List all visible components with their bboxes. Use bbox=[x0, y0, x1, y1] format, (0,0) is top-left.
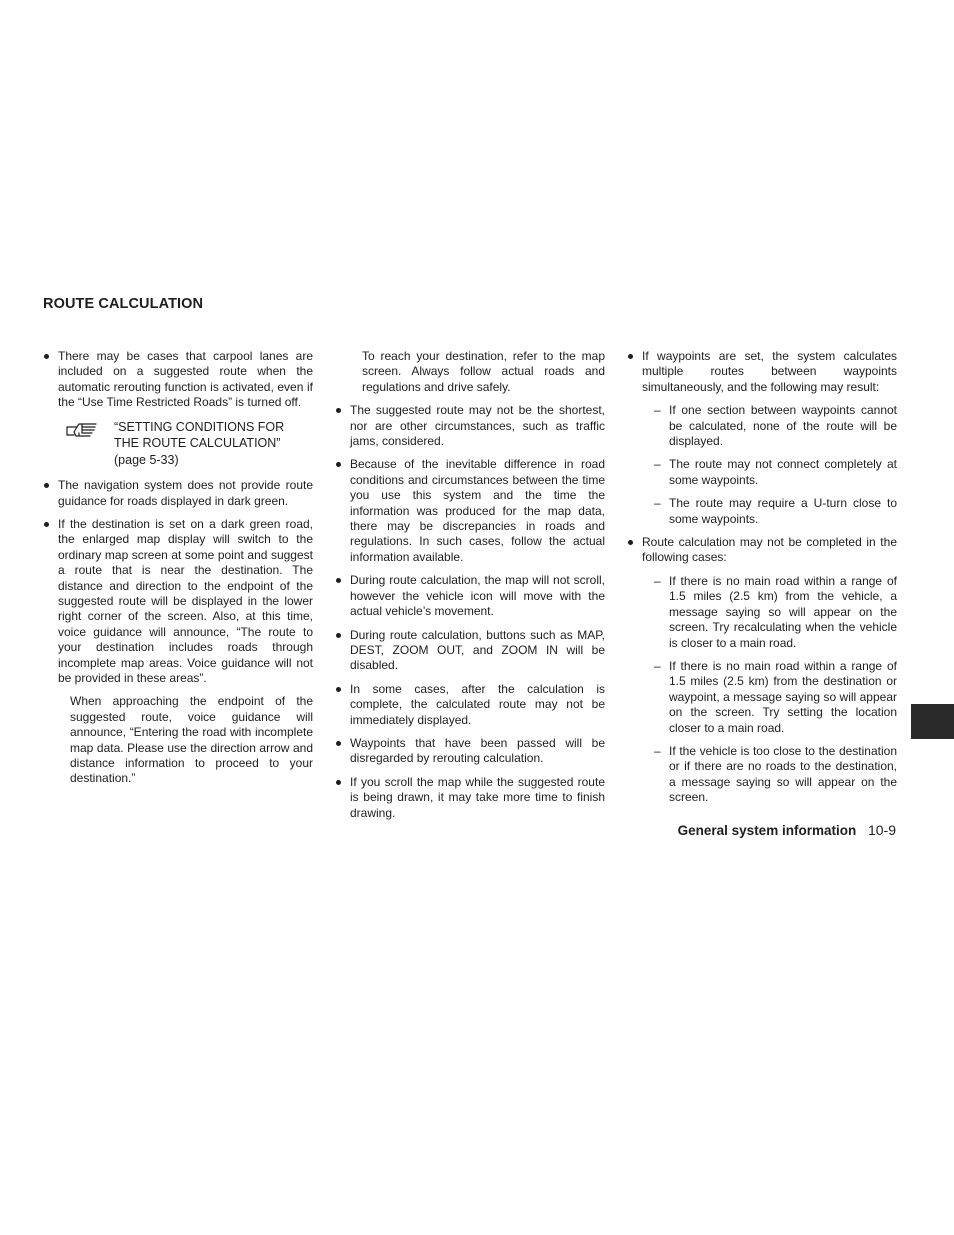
page-footer bbox=[678, 822, 896, 838]
bullet-discrepancies: Because of the inevitable difference in road conditions and circumstances between the time you use this system and the time the information was produced for the map data, there may be discrepancies in roads and regulations. In such cases, follow the actual information available. bbox=[335, 457, 605, 565]
bullet-dark-green-roads: The navigation system does not provide route guidance for roads displayed in dark green. bbox=[43, 478, 313, 509]
bullet-buttons-disabled: During route calculation, buttons such as MAP, DEST, ZOOM OUT, and ZOOM IN will be disabled. bbox=[335, 628, 605, 674]
ref-line-2: THE ROUTE CALCULATION” bbox=[114, 436, 281, 451]
chapter-tab bbox=[911, 704, 954, 739]
bullet-waypoints-passed: Waypoints that have been passed will be disregarded by rerouting calculation. bbox=[335, 736, 605, 767]
ref-line-1: “SETTING CONDITIONS FOR bbox=[114, 419, 285, 434]
page-number: 10-9 bbox=[867, 822, 896, 838]
bullet-waypoints-set: If waypoints are set, the system calculates multiple routes between waypoints simultaneously, and the following may result: bbox=[627, 349, 897, 395]
para-approaching-endpoint: When approaching the endpoint of the suggested route, voice guidance will announce, “Entering the road with incomplete map data. Please use the direction arrow and distance information to proceed to your destination.” bbox=[70, 694, 313, 786]
dash-no-main-road-destination: – If there is no main road within a range of 1.5 miles (2.5 km) from the destination or waypoint, a message saying so will appear on the screen. Try setting the location closer to a main road. bbox=[627, 659, 897, 736]
para-reach-destination: To reach your destination, refer to the map screen. Always follow actual roads and regulations and drive safely. bbox=[362, 349, 605, 394]
section-title: ROUTE CALCULATION bbox=[43, 296, 204, 312]
ref-line-3: (page 5-33) bbox=[114, 452, 179, 467]
column-3 bbox=[627, 349, 897, 814]
bullet-destination-dark-green: If the destination is set on a dark green road, the enlarged map display will switch to the ordinary map screen at some point and suggest a route that is near the destination. The distance and direction to the endpoint of the suggested route will be displayed in the lower right corner of the screen. Also, at this time, voice guidance will announce, “The route to your destination includes roads through incomplete map areas. Voice guidance will not be provided in these areas”. bbox=[43, 517, 313, 686]
pointing-hand-icon bbox=[65, 420, 99, 440]
bullet-route-not-displayed: In some cases, after the calculation is complete, the calculated route may not be immediately displayed. bbox=[335, 682, 605, 728]
column-2 bbox=[335, 349, 605, 829]
cross-reference[interactable] bbox=[43, 419, 313, 469]
bullet-not-shortest: The suggested route may not be the shortest, nor are other circumstances, such as traffic jams, considered. bbox=[335, 403, 605, 449]
dash-no-main-road-vehicle: – If there is no main road within a range of 1.5 miles (2.5 km) from the vehicle, a message saying so will appear on the screen. Try recalculating when the vehicle is closer to a main road. bbox=[627, 574, 897, 651]
bullet-not-completed: Route calculation may not be completed in the following cases: bbox=[627, 535, 897, 566]
dash-too-close: – If the vehicle is too close to the destination or if there are no roads to the destination, a message saying so will appear on the screen. bbox=[627, 744, 897, 806]
dash-route-not-connect: – The route may not connect completely at some waypoints. bbox=[627, 457, 897, 488]
dash-section-not-calculated: – If one section between waypoints cannot be calculated, none of the route will be displayed. bbox=[627, 403, 897, 449]
bullet-map-not-scroll: During route calculation, the map will not scroll, however the vehicle icon will move with the actual vehicle’s movement. bbox=[335, 573, 605, 619]
dash-u-turn: – The route may require a U-turn close to some waypoints. bbox=[627, 496, 897, 527]
bullet-carpool-lanes: There may be cases that carpool lanes are included on a suggested route when the automatic rerouting function is activated, even if the “Use Time Restricted Roads” is turned off. bbox=[43, 349, 313, 411]
footer-section-title: General system information bbox=[677, 823, 857, 838]
bullet-scroll-drawing: If you scroll the map while the suggested route is being drawn, it may take more time to finish drawing. bbox=[335, 775, 605, 821]
column-1 bbox=[43, 349, 313, 795]
